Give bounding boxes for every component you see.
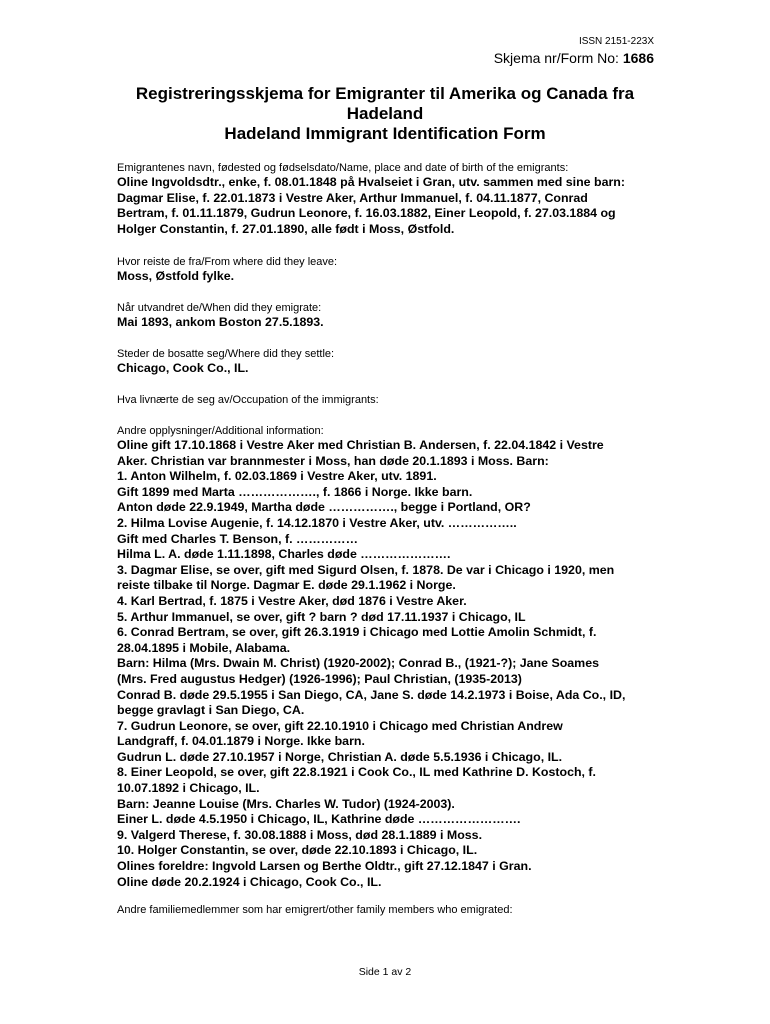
additional-line: Oline gift 17.10.1868 i Vestre Aker med Christian B. Andersen, f. 22.04.1842 i Vestre [117,438,604,452]
additional-line: Olines foreldre: Ingvold Larsen og Berthe Oldtr., gift 27.12.1847 i Gran. [117,859,532,874]
title-line-3: Hadeland Immigrant Identification Form [224,124,546,143]
emigrated-value: Mai 1893, ankom Boston 27.5.1893. [117,315,324,329]
occupation-section [117,393,662,407]
additional-label: Andre opplysninger/Additional information: [117,425,324,437]
emigrants-value [117,175,662,237]
additional-line: Hilma L. A. døde 1.11.1898, Charles døde …………………. [117,547,451,562]
additional-line: 1. Anton Wilhelm, f. 02.03.1869 i Vestre Aker, utv. 1891. [117,469,437,484]
form-number-line [494,50,654,66]
additional-line: 7. Gudrun Leonore, se over, gift 22.10.1910 i Chicago med Christian Andrew [117,718,563,733]
additional-line: 6. Conrad Bertram, se over, gift 26.3.1919 i Chicago med Lottie Amolin Schmidt, f. [117,625,597,640]
additional-line: 3. Dagmar Elise, se over, gift med Sigurd Olsen, f. 1878. De var i Chicago i 1920, men [117,562,615,577]
emigrants-line: Oline Ingvoldsdtr., enke, f. 08.01.1848 på Hvalseiet i Gran, utv. sammen med sine barn: [117,175,625,189]
emigrants-label: Emigrantenes navn, fødested og fødselsdato/Name, place and date of birth of the emigrants: [117,162,569,174]
additional-line: 4. Karl Bertrad, f. 1875 i Vestre Aker, død 1876 i Vestre Aker. [117,593,467,608]
departure-value: Moss, Østfold fylke. [117,269,235,283]
form-number-value: 1686 [622,50,654,66]
additional-line: Gift med Charles T. Benson, f. …………… [117,531,358,546]
additional-value [117,438,662,890]
family-label: Andre familiemedlemmer som har emigrert/other family members who emigrated: [117,904,513,916]
additional-line: Barn: Hilma (Mrs. Dwain M. Christ) (1920-2002); Conrad B., (1921-?); Jane Soames [117,656,599,671]
emigrants-line: Dagmar Elise, f. 22.01.1873 i Vestre Aker, Arthur Immanuel, f. 04.11.1877, Conrad [117,190,588,205]
additional-line: reiste tilbake til Norge. Dagmar E. døde 29.1.1962 i Norge. [117,578,456,593]
additional-line: Einer L. døde 4.5.1950 i Chicago, IL, Kathrine døde ……………………. [117,812,521,827]
emigrated-section [117,301,662,331]
additional-line: 28.04.1895 i Mobile, Alabama. [117,640,291,655]
emigrants-section [117,161,662,237]
departure-section [117,255,662,285]
emigrated-label: Når utvandret de/When did they emigrate: [117,302,322,314]
settled-section [117,347,662,377]
additional-line: 2. Hilma Lovise Augenie, f. 14.12.1870 i Vestre Aker, utv. …………….. [117,515,517,530]
page-number: Side 1 av 2 [358,966,412,978]
departure-label: Hvor reiste de fra/From where did they leave: [117,256,338,268]
settled-value: Chicago, Cook Co., IL. [117,361,249,375]
emigrants-line: Holger Constantin, f. 27.01.1890, alle født i Moss, Østfold. [117,221,455,236]
additional-section [117,424,662,890]
additional-line: Oline døde 20.2.1924 i Chicago, Cook Co., IL. [117,874,382,889]
additional-line: Aker. Christian var brannmester i Moss, han døde 20.1.1893 i Moss. Barn: [117,453,549,468]
form-number-label: Skjema nr/Form No: [493,50,619,66]
additional-line: Landgraff, f. 04.01.1879 i Norge. Ikke barn. [117,734,365,749]
additional-line: Anton døde 22.9.1949, Martha døde ……………., begge i Portland, OR? [117,500,531,515]
family-section [117,903,662,917]
additional-line: 10.07.1892 i Chicago, IL. [117,781,260,796]
additional-line: Gudrun L. døde 27.10.1957 i Norge, Christian A. døde 5.5.1936 i Chicago, IL. [117,749,563,764]
form-title [100,84,670,144]
additional-line: Conrad B. døde 29.5.1955 i San Diego, CA, Jane S. døde 14.2.1973 i Boise, Ada Co., ID, [117,687,626,702]
title-line-1: Registreringsskjema for Emigranter til Amerika og Canada fra [135,84,635,103]
occupation-label: Hva livnærte de seg av/Occupation of the immigrants: [117,394,379,406]
emigrants-line: Bertram, f. 01.11.1879, Gudrun Leonore, f. 16.03.1882, Einer Leopold, f. 27.03.1884 og [117,206,616,221]
additional-line: Gift 1899 med Marta ………………., f. 1866 i Norge. Ikke barn. [117,484,473,499]
title-line-2: Hadeland [346,104,424,123]
settled-label: Steder de bosatte seg/Where did they settle: [117,348,335,360]
additional-line: (Mrs. Fred augustus Hedger) (1926-1996); Paul Christian, (1935-2013) [117,671,522,686]
additional-line: 8. Einer Leopold, se over, gift 22.8.1921 i Cook Co., IL med Kathrine D. Kostoch, f. [117,765,596,780]
additional-line: 10. Holger Constantin, se over, døde 22.10.1893 i Chicago, IL. [117,843,478,858]
additional-line: 9. Valgerd Therese, f. 30.08.1888 i Moss, død 28.1.1889 i Moss. [117,827,483,842]
additional-line: Barn: Jeanne Louise (Mrs. Charles W. Tudor) (1924-2003). [117,796,455,811]
additional-line: begge gravlagt i San Diego, CA. [117,703,305,718]
additional-line: 5. Arthur Immanuel, se over, gift ? barn ? død 17.11.1937 i Chicago, IL [117,609,526,624]
issn-number: ISSN 2151-223X [578,36,654,47]
